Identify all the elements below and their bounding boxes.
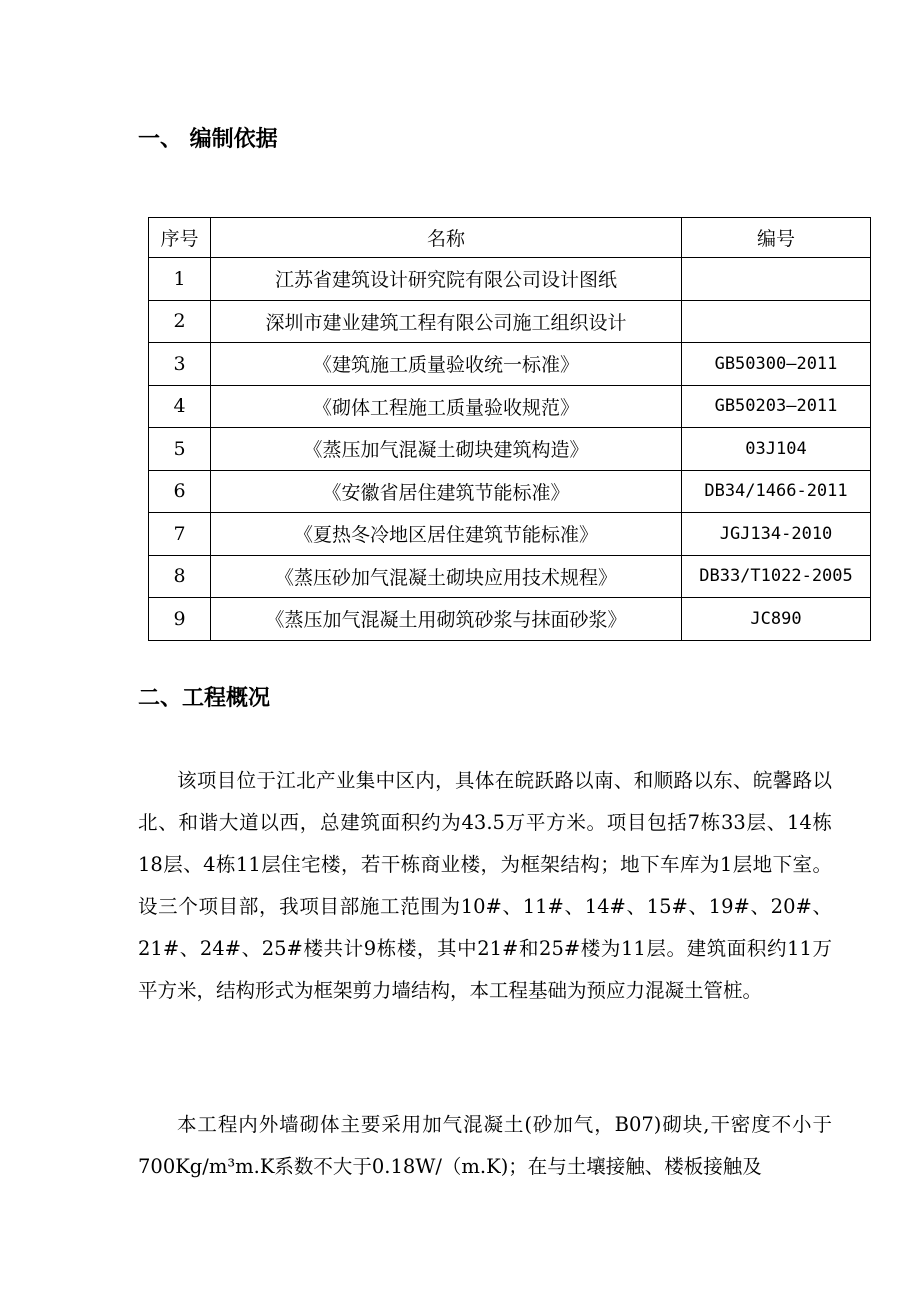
table-row bbox=[149, 555, 871, 598]
overview-paragraph-1: 该项目位于江北产业集中区内，具体在皖跃路以南、和顺路以东、皖馨路以北、和谐大道以西，总建筑面积约为43.5万平方米。项目包括7栋33层、14栋18层、4栋11层住宅楼，若干栋商业楼，为框架结构；地下车库为1层地下室。设三个项目部，我项目部施工范围为10#、11#、14#、15#、19#、20#、21#、24#、25#楼共计9栋楼，其中21#和25#楼为11层。建筑面积约11万平方米，结构形式为框架剪力墙结构，本工程基础为预应力混凝土管桩。 bbox=[138, 769, 832, 1002]
row-index: 2 bbox=[149, 300, 211, 343]
table-row bbox=[149, 258, 871, 301]
row-index: 3 bbox=[149, 343, 211, 386]
row-code: GB50203—2011 bbox=[682, 385, 871, 428]
row-index: 4 bbox=[149, 385, 211, 428]
row-name: 江苏省建筑设计研究院有限公司设计图纸 bbox=[211, 258, 682, 301]
header-name: 名称 bbox=[211, 218, 682, 258]
row-name: 深圳市建业建筑工程有限公司施工组织设计 bbox=[211, 300, 682, 343]
row-code: JC890 bbox=[682, 598, 871, 641]
row-index: 1 bbox=[149, 258, 211, 301]
table-row bbox=[149, 300, 871, 343]
table-row bbox=[149, 598, 871, 641]
table-row bbox=[149, 470, 871, 513]
row-name: 《蒸压加气混凝土用砌筑砂浆与抹面砂浆》 bbox=[211, 598, 682, 641]
row-index: 8 bbox=[149, 555, 211, 598]
standards-table bbox=[148, 217, 871, 641]
row-index: 6 bbox=[149, 470, 211, 513]
table-row bbox=[149, 343, 871, 386]
row-name: 《蒸压砂加气混凝土砌块应用技术规程》 bbox=[211, 555, 682, 598]
row-name: 《建筑施工质量验收统一标准》 bbox=[211, 343, 682, 386]
row-name: 《蒸压加气混凝土砌块建筑构造》 bbox=[211, 428, 682, 471]
section-heading-overview: 二、工程概况 bbox=[138, 686, 271, 711]
row-code: DB33/T1022-2005 bbox=[682, 555, 871, 598]
section-heading-basis: 一、 编制依据 bbox=[138, 127, 278, 152]
row-index: 7 bbox=[149, 513, 211, 556]
row-code bbox=[682, 258, 871, 301]
row-code bbox=[682, 300, 871, 343]
table-row bbox=[149, 428, 871, 471]
row-code: DB34/1466-2011 bbox=[682, 470, 871, 513]
row-code: GB50300—2011 bbox=[682, 343, 871, 386]
row-code: 03J104 bbox=[682, 428, 871, 471]
row-name: 《安徽省居住建筑节能标准》 bbox=[211, 470, 682, 513]
header-index: 序号 bbox=[149, 218, 211, 258]
table-header-row bbox=[149, 218, 871, 258]
row-name: 《夏热冬冷地区居住建筑节能标准》 bbox=[211, 513, 682, 556]
row-code: JGJ134-2010 bbox=[682, 513, 871, 556]
table-row bbox=[149, 513, 871, 556]
table-row bbox=[149, 385, 871, 428]
header-code: 编号 bbox=[682, 218, 871, 258]
row-index: 9 bbox=[149, 598, 211, 641]
row-name: 《砌体工程施工质量验收规范》 bbox=[211, 385, 682, 428]
row-index: 5 bbox=[149, 428, 211, 471]
overview-paragraph-2: 本工程内外墙砌体主要采用加气混凝土(砂加气，B07)砌块,干密度不小于700Kg/m³m.K系数不大于0.18W/（m.K)；在与土壤接触、楼板接触及 bbox=[138, 1113, 832, 1178]
